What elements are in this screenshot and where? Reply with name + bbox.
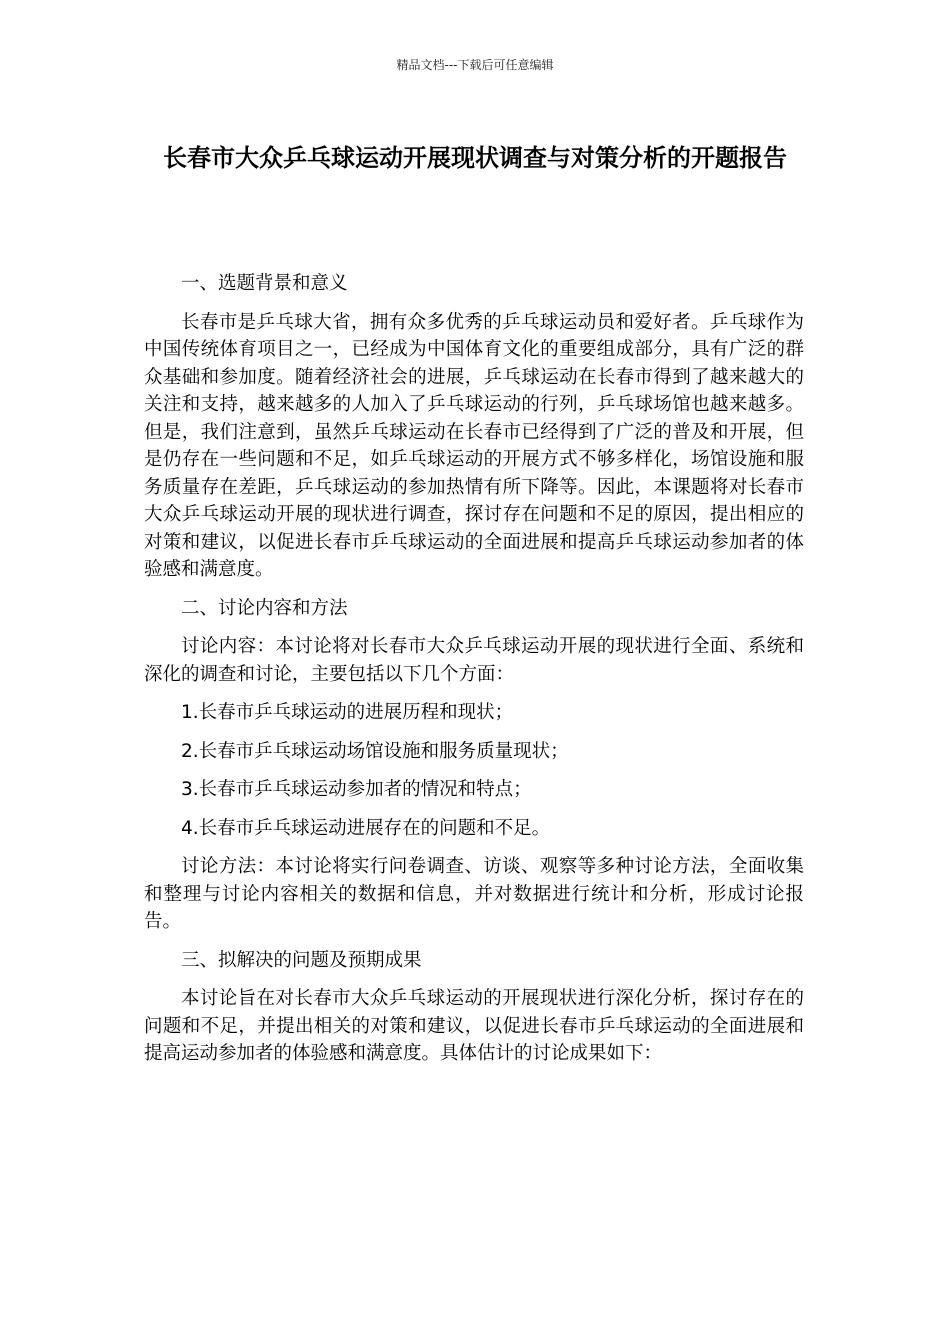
section-1-heading: 一、选题背景和意义 [181, 273, 348, 294]
list-item: 3.长春市乒乓球运动参加者的情况和特点； [181, 779, 532, 800]
section-2-heading: 二、讨论内容和方法 [181, 597, 348, 619]
document-body [144, 270, 804, 1079]
list-item: 2.长春市乒乓球运动场馆设施和服务质量现状； [181, 740, 569, 762]
document-title: 长春市大众乒乓球运动开展现状调查与对策分析的开题报告 [163, 144, 787, 172]
header-note: 精品文档---下载后可任意编辑 [396, 58, 554, 72]
section-2-content-paragraph: 讨论内容：本讨论将对长春市大众乒乓球运动开展的现状进行全面、系统和深化的调查和讨论，主要包括以下几个方面： [144, 636, 804, 685]
section-1-paragraph: 长春市是乒乓球大省，拥有众多优秀的乒乓球运动员和爱好者。乒乓球作为中国传统体育项目之一，已经成为中国体育文化的重要组成部分，具有广泛的群众基础和参加度。随着经济社会的进展，乒乓球运动在长春市得到了越来越大的关注和支持，越来越多的人加入了乒乓球运动的行列，乒乓球场馆也越来越多。但是，我们注意到，虽然乒乓球运动在长春市已经得到了广泛的普及和开展，但是仍存在一些问题和不足，如乒乓球运动的开展方式不够多样化，场馆设施和服务质量存在差距，乒乓球运动的参加热情有所下降等。因此，本课题将对长春市大众乒乓球运动开展的现状进行调查，探讨存在问题和不足的原因，提出相应的对策和建议，以促进长春市乒乓球运动的全面进展和提高乒乓球运动参加者的体验感和满意度。 [144, 311, 804, 580]
section-2-method-paragraph: 讨论方法：本讨论将实行问卷调查、访谈、观察等多种讨论方法，全面收集和整理与讨论内容相关的数据和信息，并对数据进行统计和分析，形成讨论报告。 [144, 856, 804, 932]
section-3-paragraph: 本讨论旨在对长春市大众乒乓球运动的开展现状进行深化分析，探讨存在的问题和不足，并提出相关的对策和建议，以促进长春市乒乓球运动的全面进展和提高运动参加者的体验感和满意度。具体估计的讨论成果如下： [144, 988, 804, 1064]
section-3-heading: 三、拟解决的问题及预期成果 [181, 949, 422, 971]
list-item: 4.长春市乒乓球运动进展存在的问题和不足。 [181, 817, 551, 839]
list-item: 1.长春市乒乓球运动的进展历程和现状； [181, 702, 514, 723]
